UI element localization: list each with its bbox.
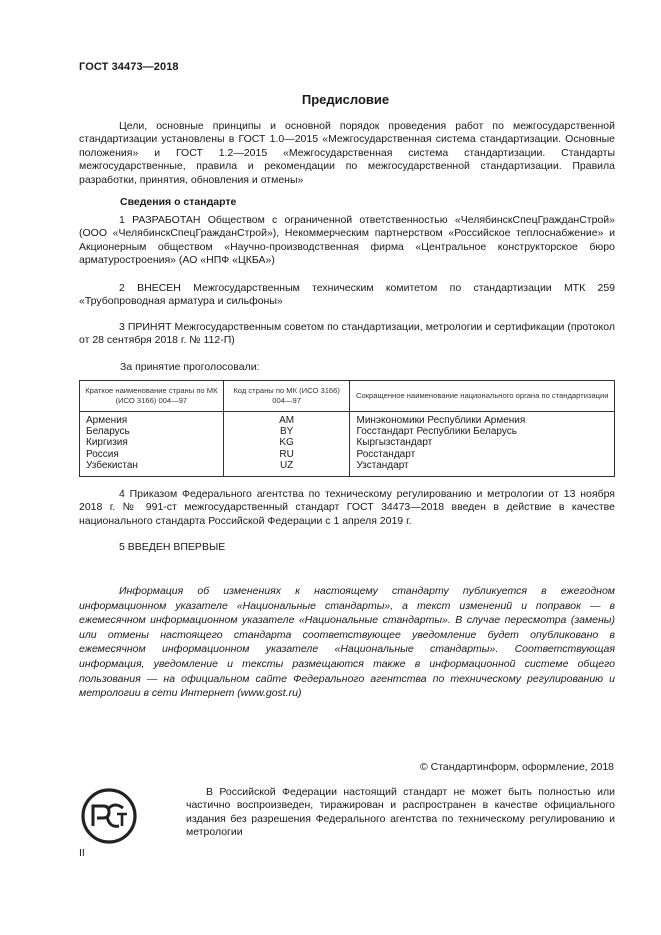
votes-label: За принятие проголосовали: — [120, 361, 260, 373]
header-country: Краткое наименование страны по МК (ИСО 3166) 004—97 — [80, 381, 224, 412]
body-cell — [350, 412, 615, 477]
info-notice: Информация об изменениях к настоящему стандарту публикуется в ежегодном информационном указателе «Национальные стандарты», а текст изменений и поправок — в ежемесячном информационном указателе «Национальные стандарты». В случае пересмотра (замены) или отмены настоящего стандарта соответствующее уведомление будет опубликовано в ежемесячном информационном указателе «Национальные стандарты». Соответствующая информация, уведомление и тексты размещаются также в информационной системе общего пользования — на официальном сайте Федерального агентства по техническому регулированию и метрологии в сети Интернет (www.gost.ru) — [79, 585, 615, 700]
standards-body: Росстандарт — [356, 448, 416, 460]
country-code: RU — [279, 448, 294, 460]
country-name: Армения — [86, 415, 128, 426]
country-code: KG — [279, 437, 294, 449]
standard-info-heading: Сведения о стандарте — [120, 196, 237, 208]
item-enacted: 4 Приказом Федерального агентства по техническому регулированию и метрологии от 13 ноября 2018 г. № 991-ст межгосударственный стандарт ГОСТ 34473—2018 введен в действие в качестве национального стандарта Российской Федерации с 1 апреля 2019 г. — [79, 488, 615, 527]
rst-certification-logo-icon — [79, 786, 139, 846]
copyright-line: © Стандартинформ, оформление, 2018 — [419, 761, 614, 773]
country-code: AM — [279, 415, 295, 426]
page-title: Предисловие — [301, 92, 390, 107]
header-code: Код страны по МК (ИСО 3166) 004—97 — [223, 381, 350, 412]
country-name: Россия — [86, 448, 119, 460]
document-id: ГОСТ 34473—2018 — [79, 61, 179, 73]
country-cell — [80, 412, 224, 477]
country-name: Беларусь — [86, 426, 130, 438]
country-name: Киргизия — [86, 437, 128, 449]
standards-body: Кыргызстандарт — [356, 437, 433, 449]
copyright-notice: В Российской Федерации настоящий стандарт не может быть полностью или частично воспроизведен, тиражирован и распространен в качестве официального издания без разрешения Федерального агентства по техническому регулированию и метрологии — [186, 786, 615, 839]
intro-paragraph: Цели, основные принципы и основной порядок проведения работ по межгосударственной стандартизации установлены в ГОСТ 1.0—2015 «Межгосударственная система стандартизации. Основные положения» и ГОСТ 1.2—2015 «Межгосударственная система стандартизации. Стандарты межгосударственные, правила и рекомендации по межгосударственной стандартизации. Правила разработки, принятия, обновления и отмены» — [79, 120, 615, 186]
table-row — [80, 412, 615, 477]
item-submitted: 2 ВНЕСЕН Межгосударственным техническим комитетом по стандартизации МТК 259 «Трубопроводная арматура и сильфоны» — [79, 282, 615, 308]
item-adopted: 3 ПРИНЯТ Межгосударственным советом по стандартизации, метрологии и сертификации (протокол от 28 сентября 2018 г. № 112-П) — [79, 321, 615, 347]
votes-table — [79, 380, 615, 477]
item-first-introduced: 5 ВВЕДЕН ВПЕРВЫЕ — [119, 541, 226, 553]
page-number: II — [79, 847, 85, 859]
standards-body: Госстандарт Республики Беларусь — [356, 426, 517, 438]
country-code: UZ — [279, 459, 294, 471]
code-cell — [223, 412, 350, 477]
standards-body: Узстандарт — [356, 459, 409, 471]
standards-body: Минэкономики Республики Армения — [356, 415, 526, 426]
votes-table-header — [80, 381, 615, 412]
item-developed: 1 РАЗРАБОТАН Обществом с ограниченной ответственностью «ЧелябинскСпецГражданСтрой» (ООО «ЧелябинскСпецГражданСтрой»), Некоммерческим партнерством «Российское теплоснабжение» и Акционерным обществом «Научно-производственная фирма «Центральное конструкторское бюро арматуростроения» (АО «НПФ «ЦКБА») — [79, 214, 615, 267]
header-body: Сокращенное наименование национального органа по стандартизации — [350, 381, 615, 412]
country-code: BY — [279, 426, 294, 438]
country-name: Узбекистан — [86, 459, 138, 471]
